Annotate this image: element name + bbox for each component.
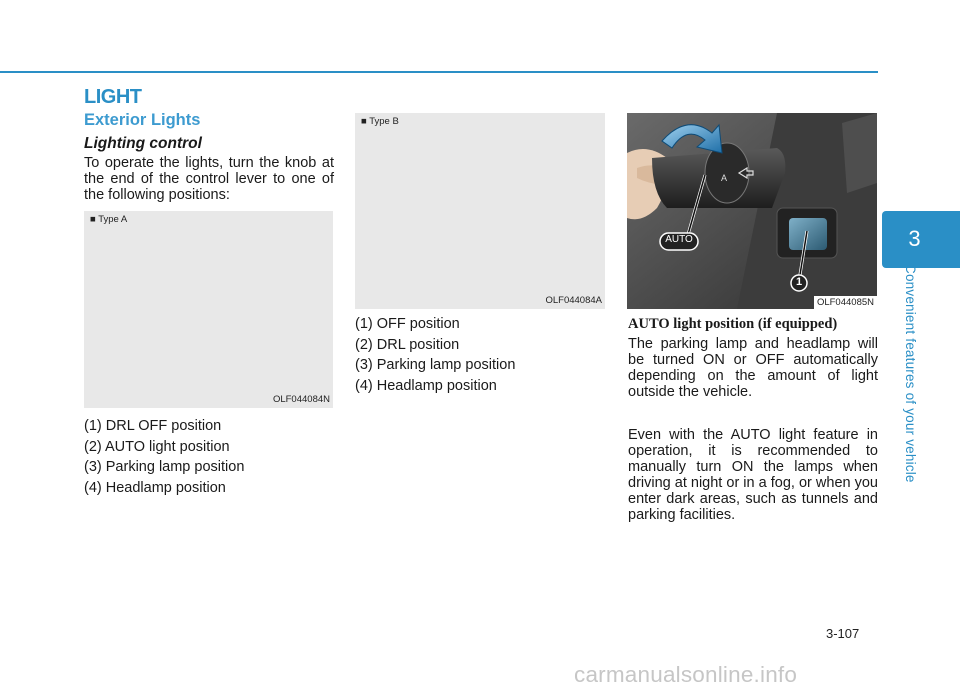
figure-type-a-label: ■ Type A bbox=[90, 214, 128, 225]
list-item: (2) AUTO light position bbox=[84, 438, 230, 455]
list-item: (3) Parking lamp position bbox=[84, 459, 245, 475]
chapter-number: 3 bbox=[908, 226, 921, 251]
figure-type-a bbox=[84, 211, 333, 408]
list-item: (4) Headlamp position bbox=[355, 377, 497, 394]
list-item: (2) DRL position bbox=[355, 336, 460, 353]
list-item: (4) Headlamp position bbox=[84, 479, 226, 496]
subheading: Lighting control bbox=[84, 135, 202, 152]
svg-text:A: A bbox=[721, 173, 728, 183]
list-type-b bbox=[355, 314, 515, 396]
auto-paragraph-1: The parking lamp and headlamp will be turned ON or OFF automatically depending on the amount of light outside the vehicle. bbox=[628, 336, 878, 400]
section-title: LIGHT bbox=[84, 86, 142, 108]
top-rule bbox=[0, 71, 878, 73]
figure-type-b-label: ■ Type B bbox=[361, 116, 399, 127]
intro-paragraph: To operate the lights, turn the knob at the end of the control lever to one of the following positions: bbox=[84, 155, 334, 203]
auto-light-illustration bbox=[627, 113, 877, 309]
list-type-a bbox=[84, 416, 244, 498]
chapter-side-label bbox=[903, 264, 919, 494]
callout-number: 1 bbox=[795, 276, 803, 288]
list-item: (3) Parking lamp position bbox=[355, 357, 516, 373]
figure-type-b bbox=[355, 113, 605, 309]
figure-auto-code: OLF044085N bbox=[814, 296, 877, 309]
chapter-title: Convenient features of your vehicle bbox=[903, 264, 918, 483]
list-item: (1) OFF position bbox=[355, 316, 460, 332]
heading: Exterior Lights bbox=[84, 111, 201, 129]
watermark: carmanualsonline.info bbox=[574, 662, 798, 687]
auto-light-heading: AUTO light position (if equipped) bbox=[628, 316, 838, 332]
callout-auto-label: AUTO bbox=[665, 234, 693, 245]
chapter-tab bbox=[882, 211, 960, 268]
list-item: (1) DRL OFF position bbox=[84, 418, 222, 434]
figure-auto-light-photo bbox=[627, 113, 877, 309]
page-number: 3-107 bbox=[826, 626, 860, 641]
figure-type-b-code: OLF044084A bbox=[545, 295, 602, 306]
figure-type-a-code: OLF044084N bbox=[272, 394, 330, 405]
auto-paragraph-2: Even with the AUTO light feature in operation, it is recommended to manually turn ON the lamps when driving at night or in a fog, or when you enter dark areas, such as tunnels and parking facilities. bbox=[628, 427, 878, 523]
